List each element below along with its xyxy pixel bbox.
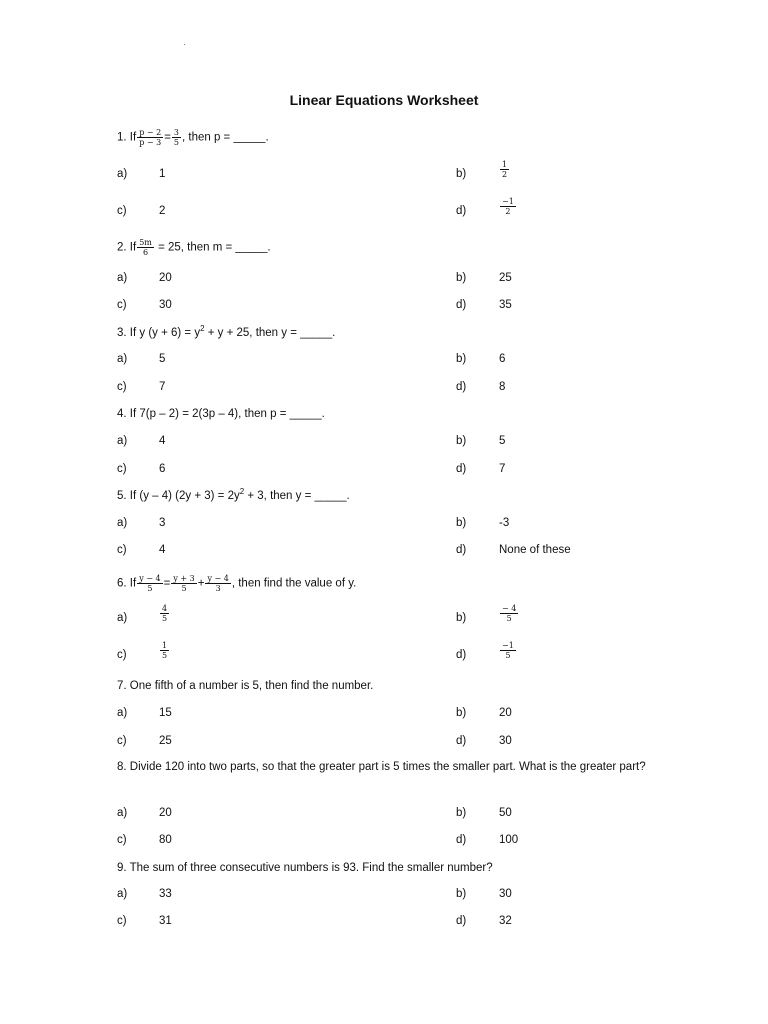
question-5: 5. If (y – 4) $(2y + 3) = 2y^2 + 3$, then y = _____. [117, 487, 350, 502]
question-1-prefix: 1. If [117, 131, 137, 144]
question-2-fraction: $\frac{5m}{6}$ [139, 238, 152, 257]
option-value: 20 [159, 272, 172, 284]
question-2: 2. If $\frac{5m}{6}$ = 25, then m = _____. [117, 238, 271, 257]
option-value-fraction: $\frac{1}{5}$ [162, 641, 168, 660]
option-value-fraction: $\frac{1}{2}$ [502, 160, 508, 179]
option-label: d) [456, 299, 467, 311]
option-value: 33 [159, 888, 172, 900]
option-value: 2 [159, 205, 166, 217]
option-value: 4 [159, 544, 166, 556]
option-label: c) [117, 205, 127, 217]
option-label: b) [456, 353, 467, 365]
option-value: 3 [159, 517, 166, 529]
question-9: 9. The sum of three consecutive numbers is 93. Find the smaller number? [117, 862, 493, 874]
option-label: b) [456, 272, 467, 284]
option-value: 15 [159, 707, 172, 719]
option-label: b) [456, 168, 467, 180]
option-label: a) [117, 807, 128, 819]
option-label: b) [456, 888, 467, 900]
option-label: a) [117, 612, 128, 624]
option-label: c) [117, 735, 127, 747]
option-label: c) [117, 381, 127, 393]
question-6: 6. If $\frac{y - 4}{5}$ = $\frac{y + 3}{5}$ + $\frac{y - 4}{3}$ , then find the value of y. [117, 574, 357, 593]
option-value: 25 [499, 272, 512, 284]
question-6-fraction-2: $\frac{y + 3}{5}$ [173, 574, 195, 593]
option-label: c) [117, 915, 127, 927]
option-label: a) [117, 707, 128, 719]
page-title: Linear Equations Worksheet [289, 92, 479, 108]
option-label: b) [456, 517, 467, 529]
option-value: 8 [499, 381, 506, 393]
option-value: 4 [159, 435, 166, 447]
option-label: d) [456, 649, 467, 661]
option-label: c) [117, 299, 127, 311]
option-value: 30 [499, 888, 512, 900]
option-label: b) [456, 612, 467, 624]
option-label: a) [117, 888, 128, 900]
option-label: c) [117, 544, 127, 556]
question-6-fraction-3: $\frac{y - 4}{3}$ [207, 574, 229, 593]
option-value: 31 [159, 915, 172, 927]
option-value: 25 [159, 735, 172, 747]
option-value: 7 [159, 381, 166, 393]
option-value: 6 [499, 353, 506, 365]
option-value: 5 [499, 435, 506, 447]
option-value: -3 [499, 517, 510, 529]
option-label: d) [456, 915, 467, 927]
option-label: b) [456, 807, 467, 819]
option-value-fraction: $\frac{-1}{2}$ [502, 197, 514, 216]
option-value-fraction: $\frac{-1}{5}$ [502, 641, 514, 660]
question-6-fraction-1: $\frac{y - 4}{5}$ [139, 574, 161, 593]
option-value: 50 [499, 807, 512, 819]
option-label: c) [117, 834, 127, 846]
option-value: 20 [159, 807, 172, 819]
option-label: a) [117, 272, 128, 284]
option-label: d) [456, 834, 467, 846]
option-value: 6 [159, 463, 166, 475]
question-1-fraction-right: $\frac{3}{5}$ [173, 128, 179, 147]
option-label: d) [456, 381, 467, 393]
option-label: d) [456, 463, 467, 475]
option-label: c) [117, 649, 127, 661]
question-1: 1. If $\frac{p - 2}{p - 3}$ = $\frac{3}{5}$ , then p = _____. [117, 128, 269, 147]
option-value: 35 [499, 299, 512, 311]
option-label: b) [456, 707, 467, 719]
question-3: 3. If y $(y + 6) = y^2 + y + 25$, then y = _____. [117, 324, 336, 339]
option-label: d) [456, 544, 467, 556]
option-value: 100 [499, 834, 519, 846]
option-value: 80 [159, 834, 172, 846]
question-1-fraction-left: $\frac{p - 2}{p - 3}$ [139, 128, 162, 147]
option-label: b) [456, 435, 467, 447]
option-label: a) [117, 435, 128, 447]
option-label: a) [117, 517, 128, 529]
option-label: d) [456, 205, 467, 217]
option-label: a) [117, 353, 128, 365]
option-label: d) [456, 735, 467, 747]
question-8: 8. Divide 120 into two parts, so that the greater part is 5 times the smaller part. What is the greater part? [117, 761, 646, 773]
option-value: 1 [159, 168, 166, 180]
question-4: 4. If 7(p – 2) = 2(3p – 4), then p = _____. [117, 408, 325, 420]
option-value: 30 [499, 735, 512, 747]
scan-speck [184, 44, 185, 45]
option-value: 32 [499, 915, 512, 927]
option-value: 7 [499, 463, 506, 475]
option-value-fraction: $\frac{- 4}{5}$ [502, 604, 517, 623]
option-value: 5 [159, 353, 166, 365]
option-value: 30 [159, 299, 172, 311]
question-1-suffix: , then p = _____. [182, 131, 269, 144]
option-value: None of these [499, 544, 571, 556]
cut-off-text-remnant [150, 934, 430, 937]
question-7: 7. One fifth of a number is 5, then find the number. [117, 680, 374, 692]
option-value: 20 [499, 707, 512, 719]
option-label: a) [117, 168, 128, 180]
option-value-fraction: $\frac{4}{5}$ [162, 604, 168, 623]
option-label: c) [117, 463, 127, 475]
